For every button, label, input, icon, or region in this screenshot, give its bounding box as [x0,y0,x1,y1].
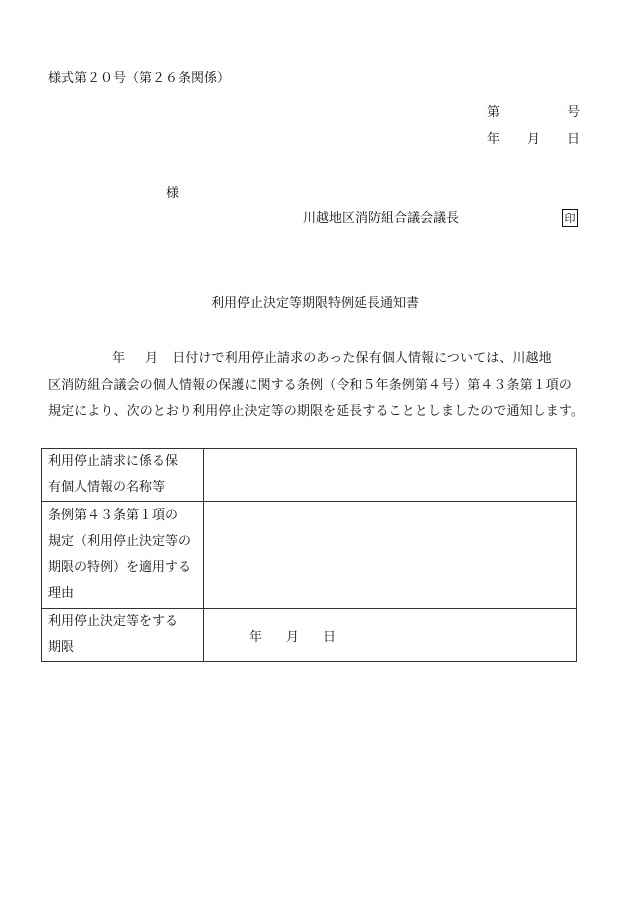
table-row [42,502,577,609]
label-line: 規定（利用停止決定等の [48,534,192,549]
info-name-label [42,449,204,502]
document-number-suffix: 号 [567,105,581,120]
details-table [41,448,577,662]
label-line: 期限の特例）を適用する [48,560,192,575]
table-row [42,449,577,502]
issue-date-day: 日 [567,132,581,147]
body-year: 年 [112,351,126,366]
body-line-3: 規定により、次のとおり利用停止決定等の期限を延長することとしましたので通知します。 [48,404,585,419]
label-line: 理由 [48,586,75,601]
form-number: 様式第２０号（第２６条関係） [48,71,231,86]
deadline-value[interactable] [204,609,577,662]
issue-date-month: 月 [527,132,541,147]
reason-label [42,502,204,609]
document-title: 利用停止決定等期限特例延長通知書 [210,296,419,311]
issue-date-year: 年 [487,132,501,147]
deadline-day: 日 [323,629,337,645]
addressee-honorific: 様 [166,186,180,201]
label-line: 利用停止請求に係る保 [48,454,179,469]
notice-body [48,346,585,426]
deadline-month: 月 [286,629,300,645]
info-name-value[interactable] [204,449,577,502]
label-line: 利用停止決定等をする [48,614,179,629]
deadline-year: 年 [249,629,263,645]
table-row [42,609,577,662]
deadline-label [42,609,204,662]
seal-mark: 印 [562,209,578,227]
sender-title: 川越地区消防組合議会議長 [303,211,460,226]
reason-value[interactable] [204,502,577,609]
label-line: 条例第４３条第１項の [48,508,179,523]
label-line: 有個人情報の名称等 [48,480,166,495]
body-line-1-rest: 日付けで利用停止請求のあった保有個人情報については、川越地 [172,351,552,366]
body-line-1 [48,346,580,373]
document-number-prefix: 第 [487,105,501,120]
body-line-2: 区消防組合議会の個人情報の保護に関する条例（令和５年条例第４号）第４３条第１項の [48,377,573,393]
body-month: 月 [145,351,159,366]
label-line: 期限 [48,640,75,655]
